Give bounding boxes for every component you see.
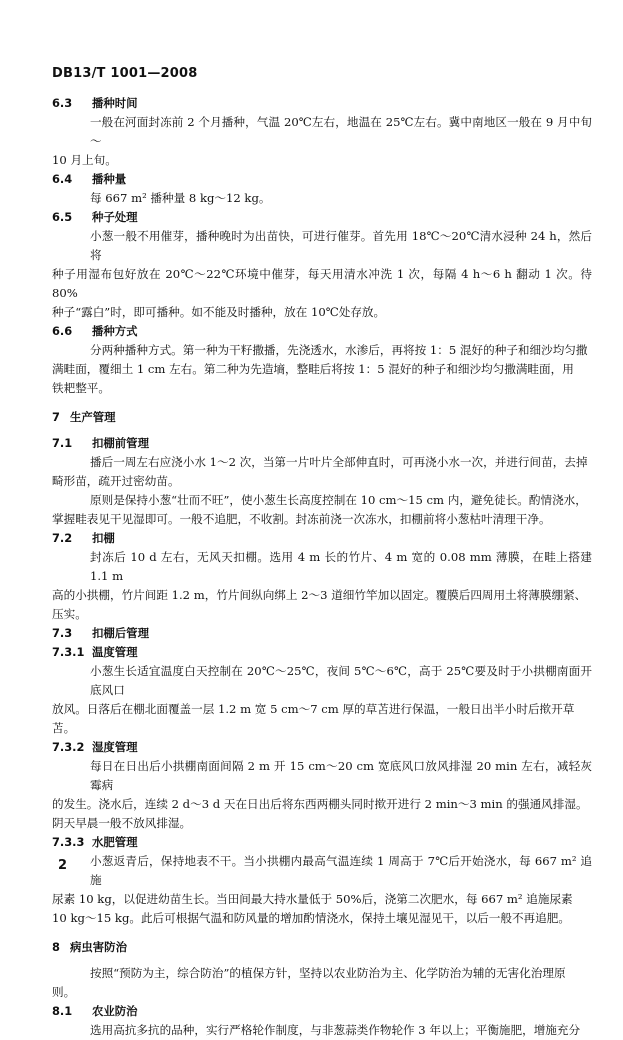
section-heading	[52, 529, 592, 548]
paragraph-line: 每日在日出后小拱棚南面间隔 2 m 开 15 cm～20 cm 宽底风口放风排湿 20 min 左右，减轻灰霉病	[90, 759, 592, 792]
section-title: 种子处理	[92, 210, 138, 224]
section-number: 6.3	[52, 96, 73, 110]
section-number: 7.3.2	[52, 740, 85, 754]
section-number: 7.3	[52, 626, 73, 640]
section-heading	[52, 170, 592, 189]
paragraph-line: 10 月上旬。	[52, 153, 117, 167]
paragraph-line: 则。	[52, 985, 76, 999]
paragraph	[52, 491, 592, 529]
section-heading	[52, 434, 592, 453]
paragraph-line: 原则是保持小葱“壮而不旺”，使小葱生长高度控制在 10 cm～15 cm 内，避免徒长。酌情浇水，	[90, 493, 587, 507]
section-title: 水肥管理	[92, 835, 138, 849]
section-title: 扣棚后管理	[92, 626, 149, 640]
section-title: 播种方式	[92, 324, 138, 338]
paragraph	[52, 453, 592, 491]
section-title: 播种时间	[92, 96, 138, 110]
section-heading	[52, 738, 592, 757]
section-heading	[52, 643, 592, 662]
paragraph-line: 10 kg～15 kg。此后可根据气温和防风量的增加酌情浇水，保持土壤见湿见干，以后一般不再追肥。	[52, 911, 570, 925]
section-number: 7	[52, 410, 60, 424]
paragraph-line: 掌握畦表见干见湿即可。一般不追肥，不收割。封冻前浇一次冻水，扣棚前将小葱枯叶清理干净。	[52, 512, 551, 526]
section-number: 8	[52, 940, 60, 954]
paragraph	[52, 341, 592, 398]
paragraph-line: 每 667 m² 播种量 8 kg～12 kg。	[90, 191, 271, 205]
paragraph	[52, 227, 592, 322]
paragraph-line: 苫。	[52, 721, 76, 735]
paragraph-line: 小葱一般不用催芽，播种晚时为出苗快，可进行催芽。首先用 18℃～20℃清水浸种 24 h，然后将	[90, 229, 592, 262]
section-heading	[52, 94, 592, 113]
paragraph	[52, 113, 592, 170]
section-heading	[52, 938, 592, 957]
paragraph-line: 一般在河面封冻前 2 个月播种，气温 20℃左右，地温在 25℃左右。冀中南地区一般在 9 月中旬～	[90, 115, 592, 148]
paragraph-line: 播后一周左右应浇小水 1～2 次，当第一片叶片全部伸直时，可再浇小水一次，并进行间苗，去掉	[90, 455, 588, 469]
paragraph	[52, 852, 592, 928]
document-body	[52, 94, 592, 1040]
section-title: 扣棚前管理	[92, 436, 149, 450]
section-title: 生产管理	[70, 410, 116, 424]
page-number: 2	[58, 858, 68, 873]
paragraph-line: 种子“露白”时，即可播种。如不能及时播种，放在 10℃处存放。	[52, 305, 386, 319]
section-title: 播种量	[92, 172, 127, 186]
paragraph-line: 阴天早晨一般不放风排湿。	[52, 816, 192, 830]
section-heading	[52, 1002, 592, 1021]
section-number: 7.1	[52, 436, 73, 450]
paragraph	[52, 757, 592, 833]
paragraph-line: 封冻后 10 d 左右，无风天扣棚。选用 4 m 长的竹片、4 m 宽的 0.08 mm 薄膜，在畦上搭建 1.1 m	[90, 550, 592, 583]
paragraph-line: 小葱生长适宜温度白天控制在 20℃～25℃，夜间 5℃～6℃，高于 25℃要及时于小拱棚南面开底风口	[90, 664, 592, 697]
paragraph-line: 尿素 10 kg，以促进幼苗生长。当田间最大持水量低于 50%后，浇第二次肥水，每 667 m² 追施尿素	[52, 892, 573, 906]
paragraph	[52, 662, 592, 738]
paragraph-line: 小葱返青后，保持地表不干。当小拱棚内最高气温连续 1 周高于 7℃后开始浇水，每 667 m² 追施	[90, 854, 592, 887]
paragraph-line: 畸形苗，疏开过密幼苗。	[52, 474, 180, 488]
paragraph-line: 铁耙整平。	[52, 381, 110, 395]
paragraph-line: 满畦面，覆细土 1 cm 左右。第二种为先造墒，整畦后将按 1：5 混好的种子和细沙均匀撒满畦面，用	[52, 362, 574, 376]
section-title: 农业防治	[92, 1004, 138, 1018]
section-heading	[52, 408, 592, 427]
paragraph	[52, 189, 592, 208]
section-number: 7.2	[52, 531, 73, 545]
section-heading	[52, 833, 592, 852]
section-number: 6.6	[52, 324, 73, 338]
paragraph-line: 分两种播种方式。第一种为干籽撒播，先浇透水，水渗后，再将按 1：5 混好的种子和细沙均匀撒	[90, 343, 588, 357]
section-number: 6.5	[52, 210, 73, 224]
paragraph	[52, 964, 592, 1002]
section-title: 扣棚	[92, 531, 115, 545]
section-number: 8.1	[52, 1004, 73, 1018]
paragraph-line: 压实。	[52, 607, 87, 621]
paragraph-line: 放风。日落后在棚北面覆盖一层 1.2 m 宽 5 cm～7 cm 厚的草苫进行保温，一般日出半小时后揿开草	[52, 702, 575, 716]
paragraph-line: 选用高抗多抗的品种，实行严格轮作制度，与非葱蒜类作物轮作 3 年以上；平衡施肥，增施充分	[90, 1023, 581, 1037]
section-title: 湿度管理	[92, 740, 138, 754]
paragraph-line: 按照“预防为主，综合防治”的植保方针，坚持以农业防治为主、化学防治为辅的无害化治理原	[90, 966, 566, 980]
section-heading	[52, 208, 592, 227]
paragraph-line: 种子用湿布包好放在 20℃～22℃环境中催芽，每天用清水冲洗 1 次，每隔 4 h～6 h 翻动 1 次。待 80%	[52, 267, 592, 300]
paragraph	[52, 1021, 592, 1040]
paragraph-line: 的发生。浇水后，连续 2 d～3 d 天在日出后将东西两棚头同时揿开进行 2 min～3 min 的强通风排湿。	[52, 797, 588, 811]
section-heading	[52, 624, 592, 643]
section-number: 7.3.3	[52, 835, 85, 849]
section-number: 6.4	[52, 172, 73, 186]
section-heading	[52, 322, 592, 341]
paragraph	[52, 548, 592, 624]
document-number: DB13/T 1001—2008	[52, 66, 198, 81]
paragraph-line: 高的小拱棚，竹片间距 1.2 m，竹片间纵向绑上 2～3 道细竹竿加以固定。覆膜后四周用土将薄膜绷紧、	[52, 588, 587, 602]
section-title: 温度管理	[92, 645, 138, 659]
section-number: 7.3.1	[52, 645, 85, 659]
section-title: 病虫害防治	[70, 940, 127, 954]
